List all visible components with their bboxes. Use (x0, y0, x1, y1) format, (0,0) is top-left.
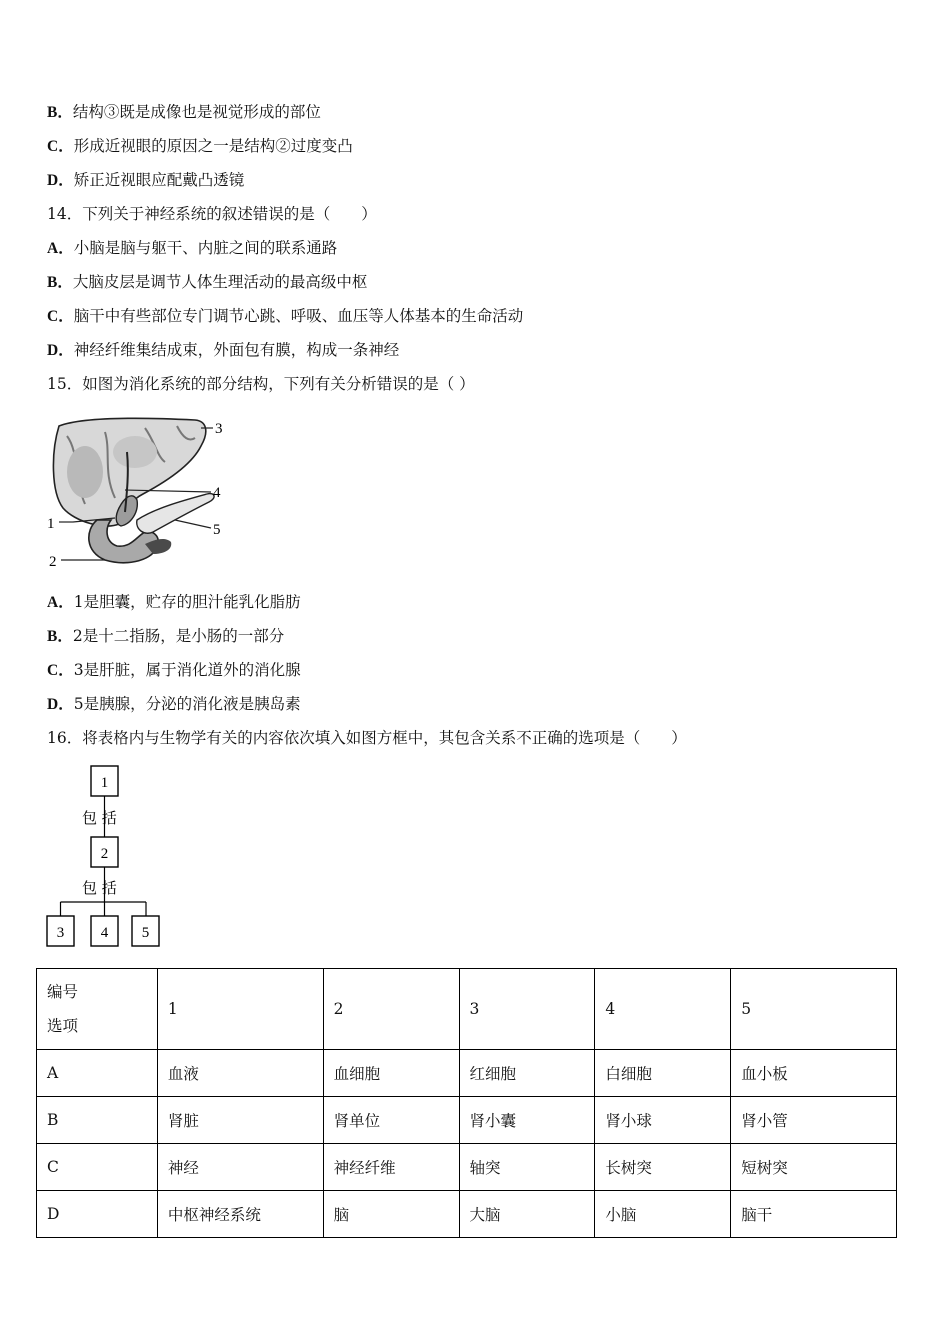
table-header-row (37, 969, 897, 1050)
table-cell: 肾小囊 (459, 1097, 595, 1144)
header-cell: 2 (323, 969, 459, 1050)
label-3: 3 (215, 421, 223, 437)
table-cell: 血液 (157, 1050, 323, 1097)
option-letter: B． (47, 274, 73, 291)
inclusion-tree-figure (40, 762, 170, 952)
table-cell: 肾小管 (731, 1097, 897, 1144)
q15-option-c (47, 660, 301, 681)
option-letter: D． (47, 342, 74, 359)
table-cell: 肾单位 (323, 1097, 459, 1144)
option-letter: B． (47, 628, 73, 645)
table-cell: 脑 (323, 1191, 459, 1238)
option-letter: A． (47, 594, 74, 611)
q13-option-b (47, 102, 321, 123)
table-cell: 大脑 (459, 1191, 595, 1238)
table-cell: 血小板 (731, 1050, 897, 1097)
q15-option-d (47, 694, 301, 715)
option-cell: A (37, 1050, 158, 1097)
option-letter: D． (47, 172, 74, 189)
option-letter: D． (47, 696, 74, 713)
table-cell: 肾小球 (595, 1097, 731, 1144)
include-label-2: 包 括 (82, 879, 117, 897)
digestive-system-figure (45, 412, 235, 572)
label-5: 5 (213, 522, 221, 538)
header-cell: 1 (157, 969, 323, 1050)
table-cell: 肾脏 (157, 1097, 323, 1144)
option-text: 神经纤维集结成束，外面包有膜，构成一条神经 (73, 341, 400, 359)
table-cell: 红细胞 (459, 1050, 595, 1097)
q14-option-a (47, 238, 337, 259)
option-letter: C． (47, 138, 74, 155)
box-5-label: 5 (141, 925, 150, 941)
table-row (37, 1097, 897, 1144)
box-4-label: 4 (100, 925, 109, 941)
option-cell: C (37, 1144, 158, 1191)
q15-option-b (47, 626, 284, 647)
header-number-label: 编号 (47, 983, 79, 1001)
q15-option-a (47, 592, 301, 613)
option-text: 矫正近视眼应配戴凸透镜 (73, 171, 245, 189)
option-text: 5是胰腺，分泌的消化液是胰岛素 (73, 695, 301, 713)
option-text: 结构③既是成像也是视觉形成的部位 (72, 103, 321, 121)
label-4: 4 (213, 485, 221, 501)
table-cell: 脑干 (731, 1191, 897, 1238)
header-cell: 3 (459, 969, 595, 1050)
table-row (37, 1144, 897, 1191)
q14-option-b (47, 272, 367, 293)
table-cell: 轴突 (459, 1144, 595, 1191)
option-letter: C． (47, 308, 74, 325)
label-1: 1 (47, 516, 55, 532)
label-2: 2 (49, 554, 57, 570)
header-corner-cell (37, 969, 158, 1050)
q14-stem: 14．下列关于神经系统的叙述错误的是（ ） (47, 205, 377, 223)
table-cell: 长树突 (595, 1144, 731, 1191)
table-row (37, 1191, 897, 1238)
header-cell: 5 (731, 969, 897, 1050)
option-letter: B． (47, 104, 73, 121)
option-cell: B (37, 1097, 158, 1144)
option-text: 3是肝脏，属于消化道外的消化腺 (73, 661, 301, 679)
option-cell: D (37, 1191, 158, 1238)
table-row (37, 1050, 897, 1097)
q16-stem: 16．将表格内与生物学有关的内容依次填入如图方框中，其包含关系不正确的选项是（ ） (47, 729, 687, 747)
header-cell: 4 (595, 969, 731, 1050)
table-cell: 白细胞 (595, 1050, 731, 1097)
table-cell: 短树突 (731, 1144, 897, 1191)
q14-option-d (47, 340, 399, 361)
option-text: 小脑是脑与躯干、内脏之间的联系通路 (73, 239, 338, 257)
q15-stem: 15．如图为消化系统的部分结构，下列有关分析错误的是（ ） (47, 375, 475, 393)
box-1-label: 1 (100, 775, 109, 791)
q13-option-c (47, 136, 353, 157)
option-text: 1是胆囊，贮存的胆汁能乳化脂肪 (73, 593, 301, 611)
box-3-label: 3 (56, 925, 65, 941)
table-cell: 小脑 (595, 1191, 731, 1238)
option-text: 脑干中有些部位专门调节心跳、呼吸、血压等人体基本的生命活动 (73, 307, 524, 325)
table-cell: 血细胞 (323, 1050, 459, 1097)
box-2-label: 2 (100, 846, 109, 862)
options-table (36, 968, 897, 1238)
table-cell: 中枢神经系统 (157, 1191, 323, 1238)
liver-texture (67, 446, 103, 498)
table-cell: 神经 (157, 1144, 323, 1191)
option-text: 大脑皮层是调节人体生理活动的最高级中枢 (72, 273, 368, 291)
option-letter: A． (47, 240, 74, 257)
q13-option-d (47, 170, 244, 191)
option-text: 2是十二指肠，是小肠的一部分 (72, 627, 285, 645)
option-letter: C． (47, 662, 74, 679)
include-label-1: 包 括 (82, 809, 117, 827)
table-cell: 神经纤维 (323, 1144, 459, 1191)
q14-option-c (47, 306, 523, 327)
option-text: 形成近视眼的原因之一是结构②过度变凸 (73, 137, 353, 155)
pancreas-shape (137, 494, 214, 534)
header-option-label: 选项 (47, 1017, 79, 1035)
